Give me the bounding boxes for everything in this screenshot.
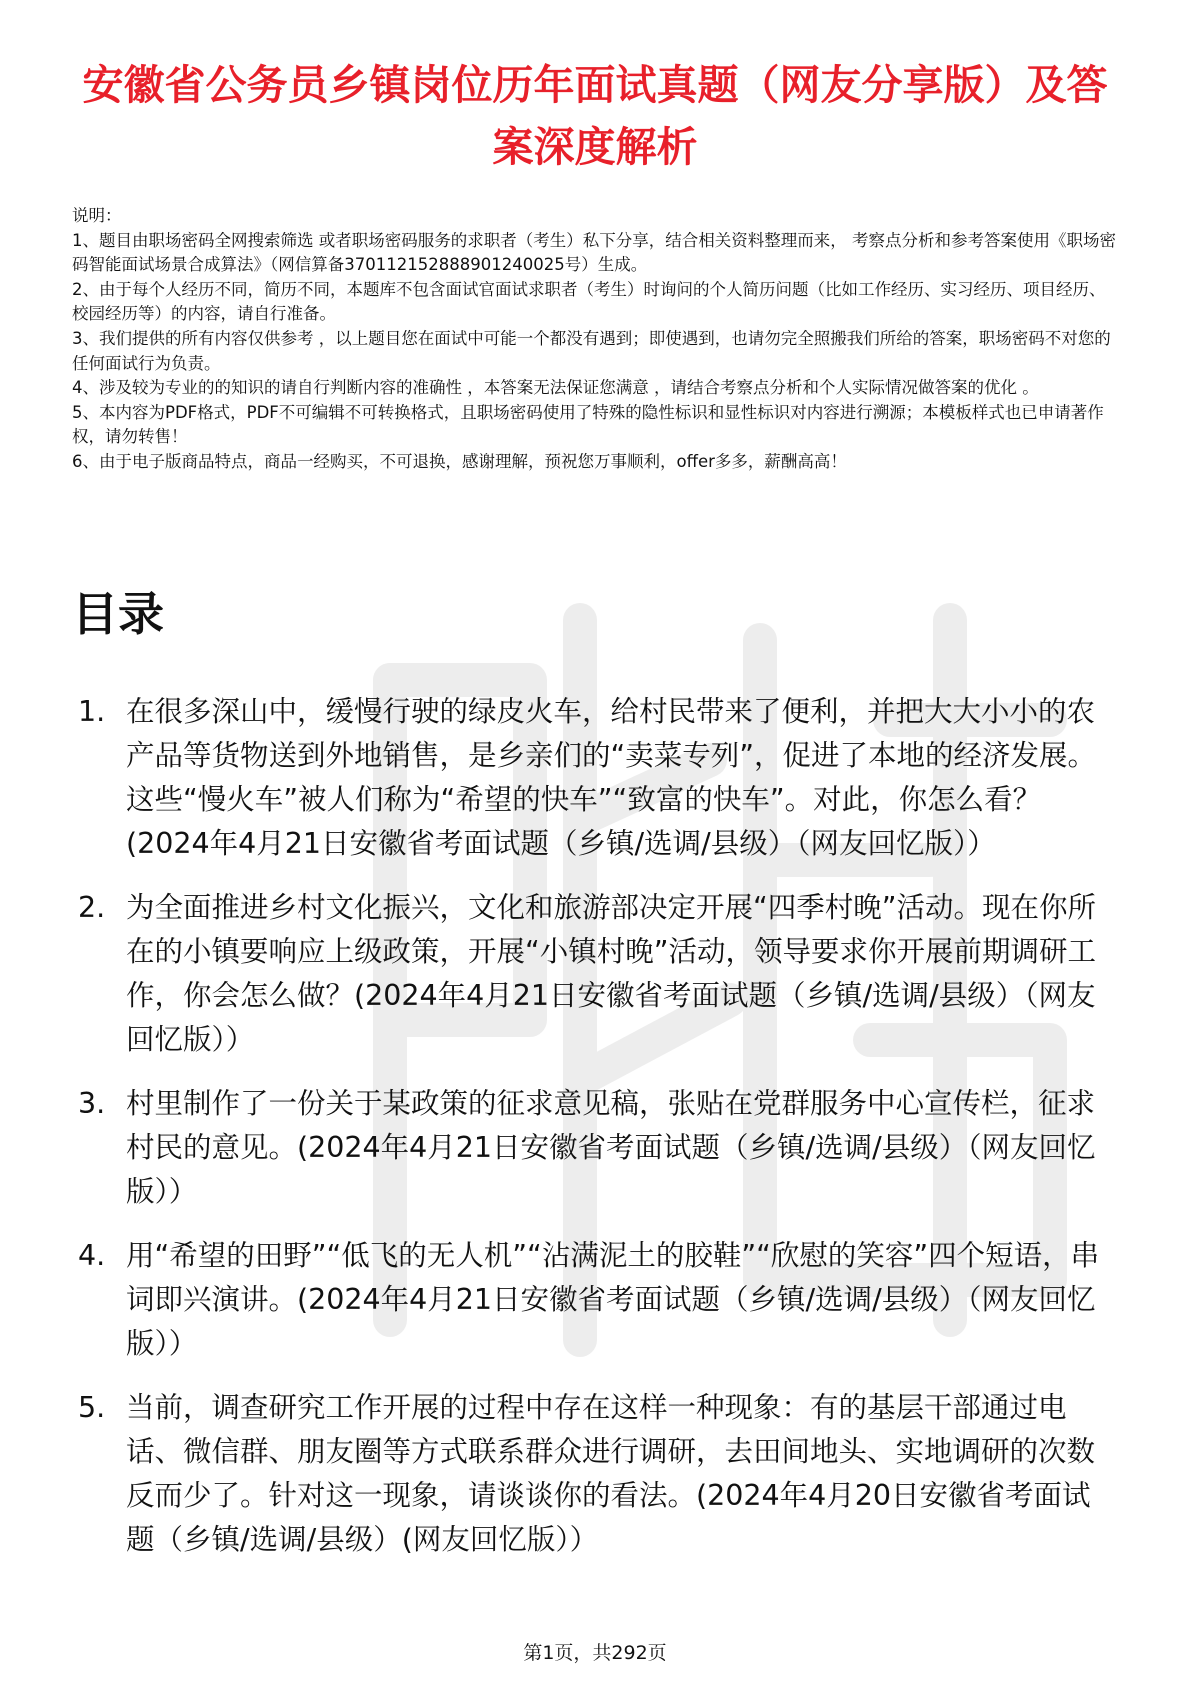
toc-item[interactable] [78,1234,1118,1366]
toc-heading: 目录 [72,587,164,641]
toc-item-link[interactable]: 在很多深山中，缓慢行驶的绿皮火车，给村民带来了便利，并把大大小小的农产品等货物送到外地销售，是乡亲们的“卖菜专列”，促进了本地的经济发展。这些“慢火车”被人们称为“希望的快车”“致富的快车”。对此，你怎么看？(2024年4月21日安徽省考面试题（乡镇/选调/县级）（网友回忆版）） [126,695,1097,860]
toc-item-number: 1. [78,695,106,728]
toc-item[interactable] [78,1082,1118,1214]
page-number-footer: 第1页，共292页 [523,1642,667,1664]
toc-item-link[interactable]: 为全面推进乡村文化振兴，文化和旅游部决定开展“四季村晚”活动。现在你所在的小镇要响应上级政策，开展“小镇村晚”活动，领导要求你开展前期调研工作，你会怎么做？(2024年4月21日安徽省考面试题（乡镇/选调/县级）（网友回忆版）） [126,891,1097,1056]
notes-heading: 说明： [72,206,122,225]
disclaimer-notes [72,204,1120,475]
toc-item-number: 5. [78,1391,106,1424]
note-item: 3、我们提供的所有内容仅供参考 ，以上题目您在面试中可能一个都没有遇到；即使遇到，也请勿完全照搬我们所给的答案，职场密码不对您的任何面试行为负责。 [72,328,1111,373]
note-item: 4、涉及较为专业的的知识的请自行判断内容的准确性 ，本答案无法保证您满意 ，请结合考察点分析和个人实际情况做答案的优化 。 [72,378,1039,398]
toc-item-link[interactable]: 村里制作了一份关于某政策的征求意见稿，张贴在党群服务中心宣传栏，征求村民的意见。(2024年4月21日安徽省考面试题（乡镇/选调/县级）（网友回忆版）） [126,1087,1096,1208]
toc-item-link[interactable]: 用“希望的田野”“低飞的无人机”“沾满泥土的胶鞋”“欣慰的笑容”四个短语，串词即兴演讲。(2024年4月21日安徽省考面试题（乡镇/选调/县级）（网友回忆版）） [126,1239,1100,1360]
toc-item[interactable] [78,690,1118,866]
note-item: 5、本内容为PDF格式，PDF不可编辑不可转换格式，且职场密码使用了特殊的隐性标识和显性标识对内容进行溯源；本模板样式也已申请著作权，请勿转售！ [72,402,1104,447]
document-title: 安徽省公务员乡镇岗位历年面试真题（网友分享版）及答案深度解析 [82,61,1108,171]
toc-item-number: 2. [78,891,106,924]
toc-item[interactable] [78,886,1118,1062]
note-item: 1、题目由职场密码全网搜索筛选 或者职场密码服务的求职者（考生）私下分享，结合相关资料整理而来， 考察点分析和参考答案使用《职场密码智能面试场景合成算法》（网信算备370112152888901240025号）生成。 [72,230,1116,275]
toc-item[interactable] [78,1386,1118,1562]
note-item: 6、由于电子版商品特点，商品一经购买，不可退换，感谢理解，预祝您万事顺利，offer多多，薪酬高高！ [72,451,847,471]
toc-list [78,690,1118,1562]
note-item: 2、由于每个人经历不同，简历不同，本题库不包含面试官面试求职者（考生）时询问的个人简历问题（比如工作经历、实习经历、项目经历、校园经历等）的内容，请自行准备。 [72,279,1106,324]
toc-item-number: 3. [78,1087,106,1120]
toc-item-number: 4. [78,1239,106,1272]
toc-item-link[interactable]: 当前，调查研究工作开展的过程中存在这样一种现象：有的基层干部通过电话、微信群、朋友圈等方式联系群众进行调研，去田间地头、实地调研的次数反而少了。针对这一现象，请谈谈你的看法。(2024年4月20日安徽省考面试题（乡镇/选调/县级）(网友回忆版）） [126,1391,1096,1556]
